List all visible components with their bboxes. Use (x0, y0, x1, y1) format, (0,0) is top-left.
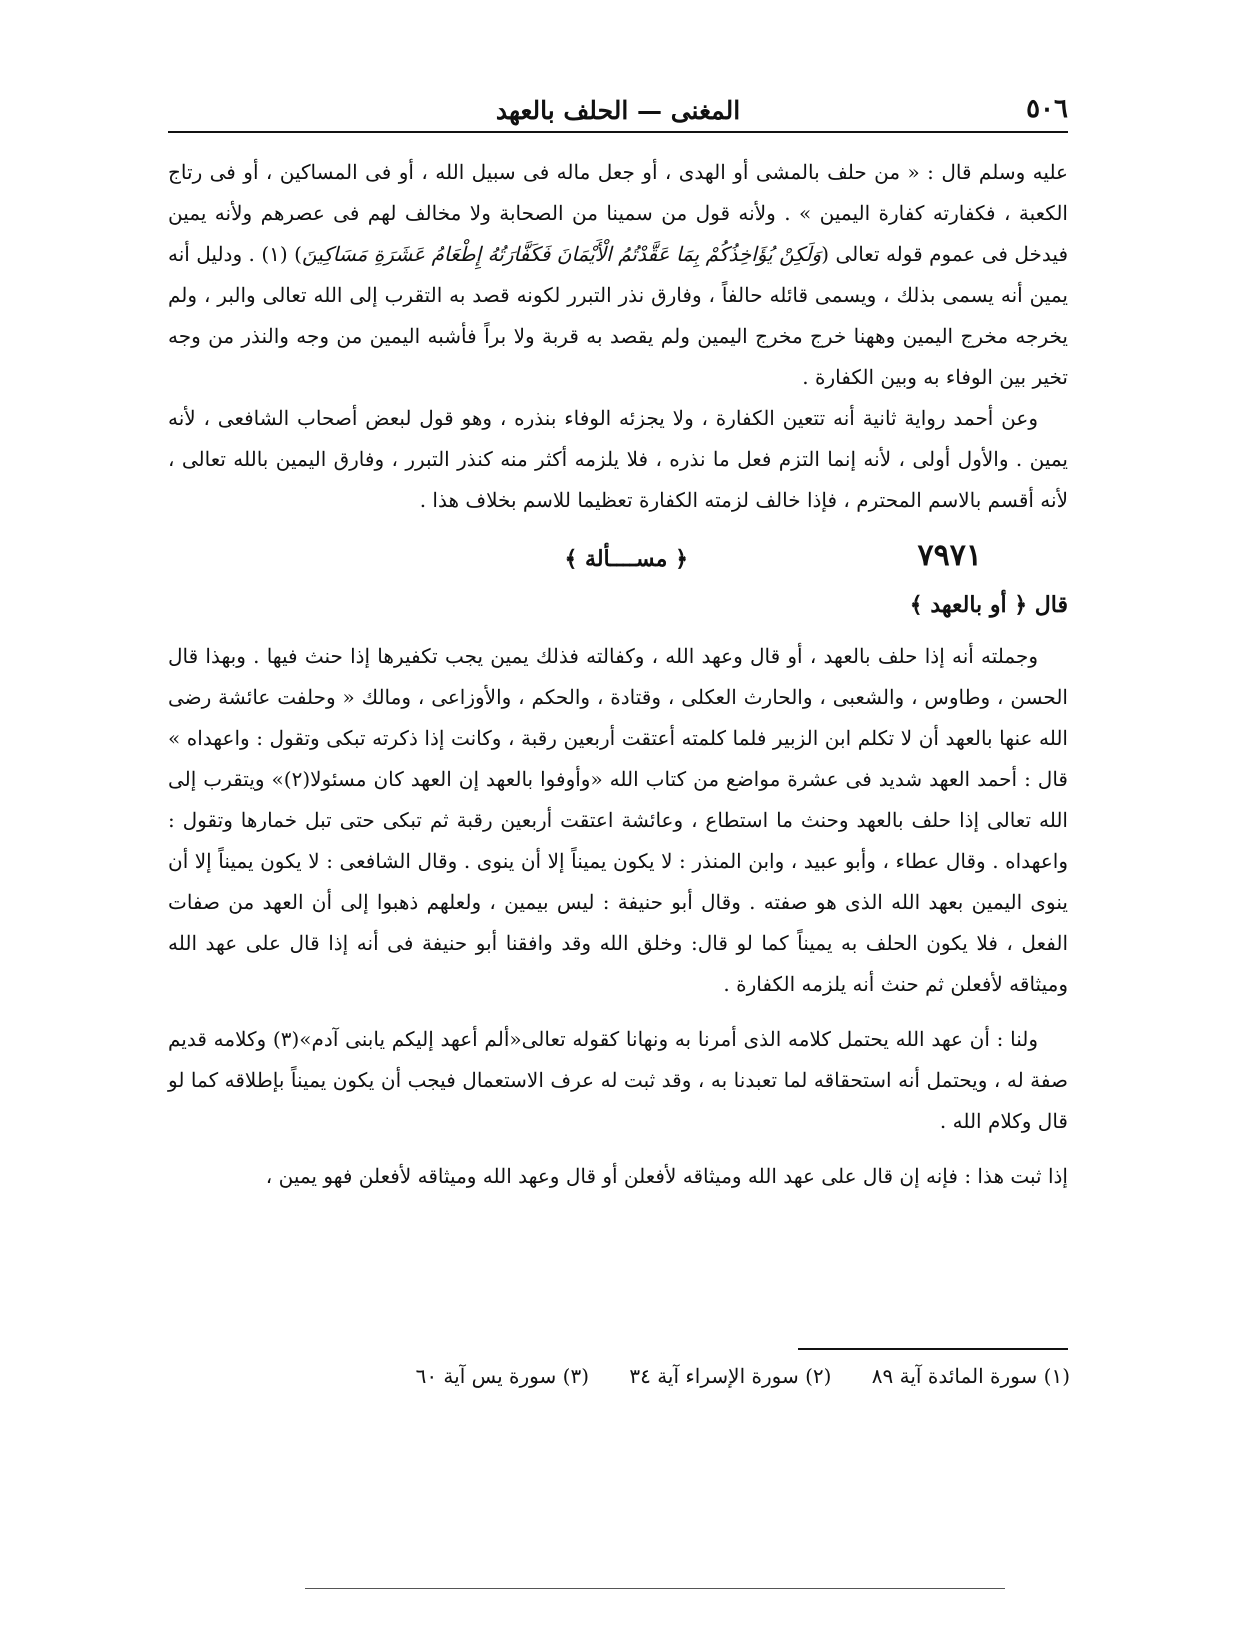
paragraph-text: (١) . ودليل أنه يمين أنه يسمى بذلك ، ويسمى قائله حالفاً ، وفارق نذر التبرر لكونه قصد به التقرب إلى الله تعالى والبر ، ولم يخرجه مخرج اليمين وههنا خرج مخرج اليمين ولم يقصد به قربة ولا براً فأشبه اليمين من وجه والنذر من وجه تخير بين الوفاء به وبين الكفارة . (168, 242, 1068, 389)
footnote-rule (798, 1348, 1068, 1350)
section-title: ﴿ مســــألة ﴾ (564, 546, 688, 572)
paragraph: عليه وسلم قال : « من حلف بالمشى أو الهدى ، أو جعل ماله فى سبيل الله ، أو فى المساكين ، أو فى رتاج الكعبة ، فكفارته كفارة اليمين » . ولأنه قول من سمينا من الصحابة ولا مخالف لهم فى عصرهم ولأنه يمين فيدخل فى عموم قوله تعالى (وَلَكِنْ يُؤَاخِذُكُمْ بِمَا عَقَّدْتُمُ الْأَيْمَانَ فَكَفَّارَتُهُ إِطْعَامُ عَشَرَةِ مَسَاكِينَ) (١) . ودليل أنه يمين أنه يسمى بذلك ، ويسمى قائله حالفاً ، وفارق نذر التبرر لكونه قصد به التقرب إلى الله تعالى والبر ، ولم يخرجه مخرج اليمين وههنا خرج مخرج اليمين ولم يقصد به قربة ولا براً فأشبه اليمين من وجه والنذر من وجه تخير بين الوفاء به وبين الكفارة . (168, 160, 1069, 389)
section-row (168, 535, 1068, 579)
section-heading: قال ﴿ أو بالعهد ﴾ (909, 592, 1068, 618)
quran-verse: وَلَكِنْ يُؤَاخِذُكُمْ بِمَا عَقَّدْتُمُ الْأَيْمَانَ فَكَفَّارَتُهُ إِطْعَامُ عَشَرَةِ مَسَاكِينَ (301, 242, 822, 266)
footnotes (300, 1364, 1070, 1388)
running-title: المغنى — الحلف بالعهد (495, 96, 741, 125)
section-number: ٧٩٧١ (917, 538, 982, 573)
page-header (168, 80, 1068, 130)
body-text (168, 152, 1068, 1211)
header-rule (168, 131, 1068, 133)
paragraph: وجملته أنه إذا حلف بالعهد ، أو قال وعهد الله ، وكفالته فذلك يمين يجب تكفيرها إذا حنث فيها . وبهذا قال الحسن ، وطاوس ، والشعبى ، والحارث العكلى ، وقتادة ، والحكم ، والأوزاعى ، ومالك « وحلفت عائشة رضى الله عنها بالعهد أن لا تكلم ابن الزبير فلما كلمته أعتقت أربعين رقبة ، وكانت إذا ذكرته تبكى وتقول : واعهداه » قال : أحمد العهد شديد فى عشرة مواضع من كتاب الله «وأوفوا بالعهد إن العهد كان مسئولا(٢)» ويتقرب إلى الله تعالى إذا حلف بالعهد وحنث ما استطاع ، وعائشة اعتقت أربعين رقبة ثم تبكى حتى تبل خمارها وتقول : واعهداه . وقال عطاء ، وأبو عبيد ، وابن المنذر : لا يكون يميناً إلا أن ينوى . وقال الشافعى : لا يكون يميناً إلا أن ينوى اليمين بعهد الله الذى هو صفته . وقال أبو حنيفة : ليس بيمين ، ولعلهم ذهبوا إلى أن العهد من صفات الفعل ، فلا يكون الحلف به يميناً كما لو قال: وخلق الله وقد وافقنا أبو حنيفة فى أنه إذا قال على عهد الله وميثاقه لأفعلن ثم حنث أنه يلزمه الكفارة . (168, 644, 1068, 996)
footnote: (١) سورة المائدة آية ٨٩ (871, 1364, 1070, 1388)
paragraph: وعن أحمد رواية ثانية أنه تتعين الكفارة ، ولا يجزئه الوفاء بنذره ، وهو قول لبعض أصحاب الشافعى ، لأنه يمين . والأول أولى ، لأنه إنما التزم فعل ما نذره ، فلا يلزمه أكثر منه كنذر التبرر ، وفارق اليمين بالله تعالى ، لأنه أقسم بالاسم المحترم ، فإذا خالف لزمته الكفارة تعظيما للاسم بخلاف هذا . (168, 406, 1068, 512)
paragraph-text: عليه وسلم قال : « من حلف بالمشى أو الهدى ، أو جعل ماله فى سبيل الله ، أو فى المساكين ، أو فى رتاج الكعبة ، فكفارته كفارة اليمين » . ولأنه قول من سمينا من الصحابة ولا مخالف لهم فى عصرهم ولأنه يمين فيدخل فى عموم قوله تعالى (168, 160, 1069, 266)
paragraph: إذا ثبت هذا : فإنه إن قال على عهد الله وميثاقه لأفعلن أو قال وعهد الله وميثاقه لأفعلن فهو يمين ، (265, 1164, 1068, 1188)
footnote: (٣) سورة يس آية ٦٠ (415, 1364, 589, 1388)
paragraph: ولنا : أن عهد الله يحتمل كلامه الذى أمرنا به ونهانا كقوله تعالى«ألم أعهد إليكم يابنى آدم»(٣) وكلامه قديم صفة له ، ويحتمل أنه استحقاقه لما تعبدنا به ، وقد ثبت له عرف الاستعمال فيجب أن يكون يميناً بإطلاقه كما لو قال وكلام الله . (168, 1027, 1068, 1133)
page-number: ٥٠٦ (1026, 94, 1068, 124)
bottom-rule (305, 1588, 1005, 1589)
footnote: (٢) سورة الإسراء آية ٣٤ (629, 1364, 832, 1388)
